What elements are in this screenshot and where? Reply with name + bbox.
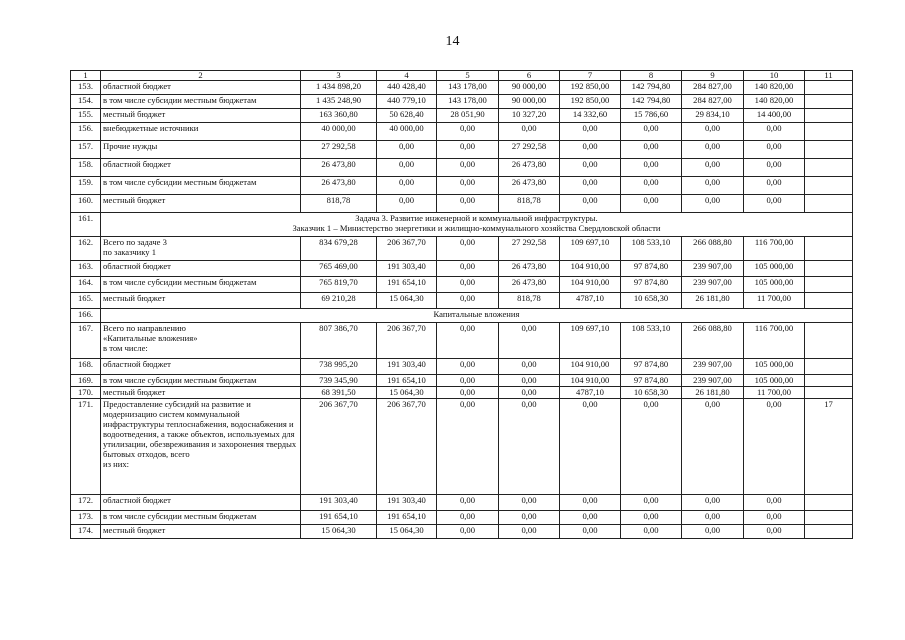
value-cell (805, 525, 853, 539)
row-number: 171. (71, 399, 101, 495)
table-row (71, 213, 853, 237)
table-row (71, 387, 853, 399)
value-cell: 0,00 (499, 495, 560, 511)
table-row (71, 359, 853, 375)
value-cell: 818,78 (499, 195, 560, 213)
value-cell: 0,00 (437, 261, 499, 277)
table-row (71, 159, 853, 177)
row-number: 163. (71, 261, 101, 277)
value-cell: 206 367,70 (301, 399, 377, 495)
value-cell: 142 794,80 (621, 81, 682, 95)
value-cell: 0,00 (621, 495, 682, 511)
value-cell (805, 277, 853, 293)
row-label: местный бюджет (101, 109, 301, 123)
column-header: 3 (301, 71, 377, 81)
row-label: в том числе субсидии местным бюджетам (101, 511, 301, 525)
value-cell (805, 387, 853, 399)
column-header: 9 (682, 71, 744, 81)
row-number: 154. (71, 95, 101, 109)
value-cell: 0,00 (377, 177, 437, 195)
table-row (71, 323, 853, 359)
table-row (71, 277, 853, 293)
value-cell: 206 367,70 (377, 399, 437, 495)
value-cell: 239 907,00 (682, 261, 744, 277)
value-cell: 191 303,40 (377, 261, 437, 277)
value-cell: 0,00 (744, 159, 805, 177)
value-cell: 0,00 (437, 525, 499, 539)
value-cell: 90 000,00 (499, 95, 560, 109)
value-cell: 818,78 (301, 195, 377, 213)
page-number: 14 (445, 34, 460, 49)
value-cell (805, 123, 853, 141)
value-cell (805, 177, 853, 195)
row-number: 153. (71, 81, 101, 95)
value-cell: 0,00 (682, 511, 744, 525)
value-cell (805, 81, 853, 95)
value-cell: 10 658,30 (621, 293, 682, 309)
value-cell (805, 237, 853, 261)
value-cell: 0,00 (499, 525, 560, 539)
value-cell: 104 910,00 (560, 375, 621, 387)
row-number: 164. (71, 277, 101, 293)
column-header: 6 (499, 71, 560, 81)
row-number: 155. (71, 109, 101, 123)
value-cell: 191 654,10 (377, 375, 437, 387)
column-header: 5 (437, 71, 499, 81)
value-cell: 105 000,00 (744, 261, 805, 277)
value-cell: 29 834,10 (682, 109, 744, 123)
value-cell: 0,00 (560, 525, 621, 539)
value-cell: 116 700,00 (744, 237, 805, 261)
value-cell: 191 654,10 (377, 511, 437, 525)
value-cell: 10 327,20 (499, 109, 560, 123)
value-cell: 191 654,10 (377, 277, 437, 293)
table-row (71, 525, 853, 539)
value-cell: 15 064,30 (377, 525, 437, 539)
value-cell: 0,00 (560, 177, 621, 195)
row-label: местный бюджет (101, 525, 301, 539)
value-cell: 440 428,40 (377, 81, 437, 95)
section-heading-line: Заказчик 1 – Министерство энергетики и жилищно-коммунального хозяйства Свердловской области (292, 223, 661, 233)
value-cell: 0,00 (682, 141, 744, 159)
row-number: 174. (71, 525, 101, 539)
value-cell: 143 178,00 (437, 95, 499, 109)
value-cell: 0,00 (437, 159, 499, 177)
value-cell: 14 400,00 (744, 109, 805, 123)
value-cell: 0,00 (437, 237, 499, 261)
value-cell: 0,00 (437, 387, 499, 399)
value-cell: 40 000,00 (301, 123, 377, 141)
column-header: 4 (377, 71, 437, 81)
row-label: в том числе субсидии местным бюджетам (101, 277, 301, 293)
row-number: 160. (71, 195, 101, 213)
value-cell: 765 819,70 (301, 277, 377, 293)
value-cell: 0,00 (560, 195, 621, 213)
column-header: 11 (805, 71, 853, 81)
value-cell: 239 907,00 (682, 277, 744, 293)
value-cell: 0,00 (621, 159, 682, 177)
value-cell: 0,00 (499, 359, 560, 375)
value-cell: 0,00 (499, 511, 560, 525)
value-cell: 0,00 (437, 375, 499, 387)
value-cell: 15 064,30 (377, 387, 437, 399)
table-row (71, 141, 853, 159)
row-number: 168. (71, 359, 101, 375)
value-cell: 140 820,00 (744, 81, 805, 95)
value-cell: 105 000,00 (744, 375, 805, 387)
value-cell: 0,00 (744, 141, 805, 159)
value-cell: 0,00 (377, 159, 437, 177)
row-number: 169. (71, 375, 101, 387)
value-cell: 15 064,30 (377, 293, 437, 309)
value-cell: 1 435 248,90 (301, 95, 377, 109)
value-cell: 0,00 (560, 495, 621, 511)
table-row (71, 177, 853, 195)
row-number: 165. (71, 293, 101, 309)
value-cell: 0,00 (560, 159, 621, 177)
value-cell: 104 910,00 (560, 261, 621, 277)
table-row (71, 375, 853, 387)
value-cell (805, 495, 853, 511)
row-label: местный бюджет (101, 293, 301, 309)
value-cell: 738 995,20 (301, 359, 377, 375)
value-cell (805, 109, 853, 123)
value-cell: 109 697,10 (560, 237, 621, 261)
value-cell: 0,00 (682, 399, 744, 495)
value-cell: 440 779,10 (377, 95, 437, 109)
row-number: 170. (71, 387, 101, 399)
value-cell (805, 293, 853, 309)
value-cell: 142 794,80 (621, 95, 682, 109)
value-cell: 0,00 (437, 359, 499, 375)
value-cell: 0,00 (682, 123, 744, 141)
value-cell (805, 159, 853, 177)
table-row (71, 511, 853, 525)
value-cell: 26 181,80 (682, 293, 744, 309)
value-cell: 97 874,80 (621, 359, 682, 375)
row-label: внебюджетные источники (101, 123, 301, 141)
value-cell: 17 (805, 399, 853, 495)
value-cell: 0,00 (499, 399, 560, 495)
value-cell: 818,78 (499, 293, 560, 309)
table-row (71, 81, 853, 95)
table-row (71, 95, 853, 109)
value-cell: 69 210,28 (301, 293, 377, 309)
table-row (71, 309, 853, 323)
section-heading-line: Капитальные вложения (433, 309, 520, 319)
value-cell: 0,00 (560, 511, 621, 525)
table-row (71, 195, 853, 213)
value-cell: 266 088,80 (682, 323, 744, 359)
value-cell: 191 303,40 (377, 359, 437, 375)
row-label: областной бюджет (101, 81, 301, 95)
section-heading-line: Задача 3. Развитие инженерной и коммунальной инфраструктуры. (355, 213, 598, 223)
value-cell: 27 292,58 (499, 237, 560, 261)
value-cell: 0,00 (744, 195, 805, 213)
row-number: 167. (71, 323, 101, 359)
value-cell: 239 907,00 (682, 359, 744, 375)
value-cell: 105 000,00 (744, 359, 805, 375)
value-cell: 0,00 (682, 495, 744, 511)
table-row (71, 109, 853, 123)
budget-table (70, 70, 853, 539)
value-cell: 0,00 (499, 387, 560, 399)
value-cell: 191 303,40 (301, 495, 377, 511)
table-row (71, 237, 853, 261)
value-cell: 0,00 (437, 277, 499, 293)
value-cell (805, 375, 853, 387)
value-cell: 284 827,00 (682, 95, 744, 109)
value-cell: 0,00 (621, 195, 682, 213)
table-row (71, 399, 853, 495)
value-cell: 0,00 (744, 399, 805, 495)
row-label: Прочие нужды (101, 141, 301, 159)
column-header: 2 (101, 71, 301, 81)
value-cell: 0,00 (377, 141, 437, 159)
row-label: областной бюджет (101, 359, 301, 375)
value-cell: 97 874,80 (621, 375, 682, 387)
row-number: 161. (71, 213, 101, 237)
row-number: 162. (71, 237, 101, 261)
value-cell: 0,00 (560, 141, 621, 159)
section-heading (101, 309, 853, 323)
value-cell: 28 051,90 (437, 109, 499, 123)
value-cell: 97 874,80 (621, 261, 682, 277)
value-cell: 50 628,40 (377, 109, 437, 123)
value-cell: 116 700,00 (744, 323, 805, 359)
row-label: Предоставление субсидий на развитие и модернизацию систем коммунальной инфраструктуры теплоснабжения, водоснабжения и водоотведения, а также объектов, используемых для утилизации, обезвреживания и захоронения твердых бытовых отходов, всего из них: (101, 399, 301, 495)
value-cell: 0,00 (560, 399, 621, 495)
value-cell: 0,00 (437, 177, 499, 195)
column-header: 7 (560, 71, 621, 81)
value-cell: 239 907,00 (682, 375, 744, 387)
table-row (71, 123, 853, 141)
value-cell: 27 292,58 (499, 141, 560, 159)
value-cell: 0,00 (621, 177, 682, 195)
header-row (71, 71, 853, 81)
value-cell: 27 292,58 (301, 141, 377, 159)
value-cell (805, 359, 853, 375)
value-cell: 192 850,00 (560, 95, 621, 109)
section-heading (101, 213, 853, 237)
row-label: в том числе субсидии местным бюджетам (101, 177, 301, 195)
row-number: 156. (71, 123, 101, 141)
row-label: Всего по задаче 3 по заказчику 1 (101, 237, 301, 261)
value-cell: 0,00 (744, 123, 805, 141)
value-cell: 90 000,00 (499, 81, 560, 95)
value-cell: 163 360,80 (301, 109, 377, 123)
value-cell (805, 95, 853, 109)
value-cell: 26 473,80 (499, 261, 560, 277)
row-number: 159. (71, 177, 101, 195)
value-cell: 739 345,90 (301, 375, 377, 387)
value-cell: 104 910,00 (560, 359, 621, 375)
value-cell: 140 820,00 (744, 95, 805, 109)
value-cell: 104 910,00 (560, 277, 621, 293)
value-cell: 191 654,10 (301, 511, 377, 525)
value-cell: 26 473,80 (301, 177, 377, 195)
value-cell: 0,00 (744, 525, 805, 539)
value-cell: 10 658,30 (621, 387, 682, 399)
value-cell: 192 850,00 (560, 81, 621, 95)
value-cell: 191 303,40 (377, 495, 437, 511)
column-header: 8 (621, 71, 682, 81)
value-cell: 26 473,80 (499, 177, 560, 195)
value-cell: 0,00 (437, 195, 499, 213)
row-number: 173. (71, 511, 101, 525)
row-number: 158. (71, 159, 101, 177)
value-cell: 0,00 (682, 195, 744, 213)
value-cell: 26 473,80 (499, 277, 560, 293)
value-cell: 68 391,50 (301, 387, 377, 399)
value-cell: 4787,10 (560, 293, 621, 309)
value-cell: 0,00 (621, 141, 682, 159)
value-cell: 0,00 (560, 123, 621, 141)
value-cell: 0,00 (437, 293, 499, 309)
row-label: областной бюджет (101, 159, 301, 177)
row-label: в том числе субсидии местным бюджетам (101, 95, 301, 109)
value-cell: 97 874,80 (621, 277, 682, 293)
value-cell: 206 367,70 (377, 323, 437, 359)
value-cell (805, 511, 853, 525)
value-cell: 1 434 898,20 (301, 81, 377, 95)
value-cell: 109 697,10 (560, 323, 621, 359)
table-row (71, 495, 853, 511)
value-cell (805, 261, 853, 277)
value-cell: 11 700,00 (744, 387, 805, 399)
value-cell: 0,00 (437, 323, 499, 359)
table-row (71, 261, 853, 277)
value-cell: 0,00 (744, 495, 805, 511)
value-cell: 40 000,00 (377, 123, 437, 141)
value-cell: 0,00 (377, 195, 437, 213)
value-cell: 284 827,00 (682, 81, 744, 95)
value-cell: 0,00 (682, 159, 744, 177)
value-cell: 0,00 (621, 123, 682, 141)
value-cell: 834 679,28 (301, 237, 377, 261)
value-cell: 0,00 (499, 123, 560, 141)
value-cell (805, 195, 853, 213)
value-cell: 0,00 (682, 177, 744, 195)
value-cell: 0,00 (621, 399, 682, 495)
column-header: 10 (744, 71, 805, 81)
value-cell: 0,00 (437, 495, 499, 511)
value-cell: 108 533,10 (621, 237, 682, 261)
value-cell: 108 533,10 (621, 323, 682, 359)
value-cell: 0,00 (621, 525, 682, 539)
value-cell: 15 786,60 (621, 109, 682, 123)
row-number: 166. (71, 309, 101, 323)
value-cell: 0,00 (437, 141, 499, 159)
table-row (71, 293, 853, 309)
value-cell: 15 064,30 (301, 525, 377, 539)
row-number: 157. (71, 141, 101, 159)
value-cell: 0,00 (744, 511, 805, 525)
value-cell: 0,00 (499, 375, 560, 387)
value-cell: 143 178,00 (437, 81, 499, 95)
value-cell: 0,00 (744, 177, 805, 195)
value-cell: 807 386,70 (301, 323, 377, 359)
value-cell: 14 332,60 (560, 109, 621, 123)
value-cell (805, 141, 853, 159)
row-label: областной бюджет (101, 261, 301, 277)
row-label: областной бюджет (101, 495, 301, 511)
value-cell: 0,00 (437, 123, 499, 141)
value-cell: 26 181,80 (682, 387, 744, 399)
row-label: местный бюджет (101, 195, 301, 213)
value-cell: 0,00 (437, 399, 499, 495)
row-number: 172. (71, 495, 101, 511)
value-cell: 26 473,80 (301, 159, 377, 177)
column-header: 1 (71, 71, 101, 81)
row-label: Всего по направлению «Капитальные вложения» в том числе: (101, 323, 301, 359)
value-cell: 4787,10 (560, 387, 621, 399)
value-cell (805, 323, 853, 359)
value-cell: 206 367,70 (377, 237, 437, 261)
row-label: в том числе субсидии местным бюджетам (101, 375, 301, 387)
value-cell: 0,00 (682, 525, 744, 539)
value-cell: 0,00 (621, 511, 682, 525)
row-label: местный бюджет (101, 387, 301, 399)
value-cell: 0,00 (499, 323, 560, 359)
value-cell: 105 000,00 (744, 277, 805, 293)
value-cell: 765 469,00 (301, 261, 377, 277)
value-cell: 266 088,80 (682, 237, 744, 261)
value-cell: 0,00 (437, 511, 499, 525)
value-cell: 11 700,00 (744, 293, 805, 309)
value-cell: 26 473,80 (499, 159, 560, 177)
